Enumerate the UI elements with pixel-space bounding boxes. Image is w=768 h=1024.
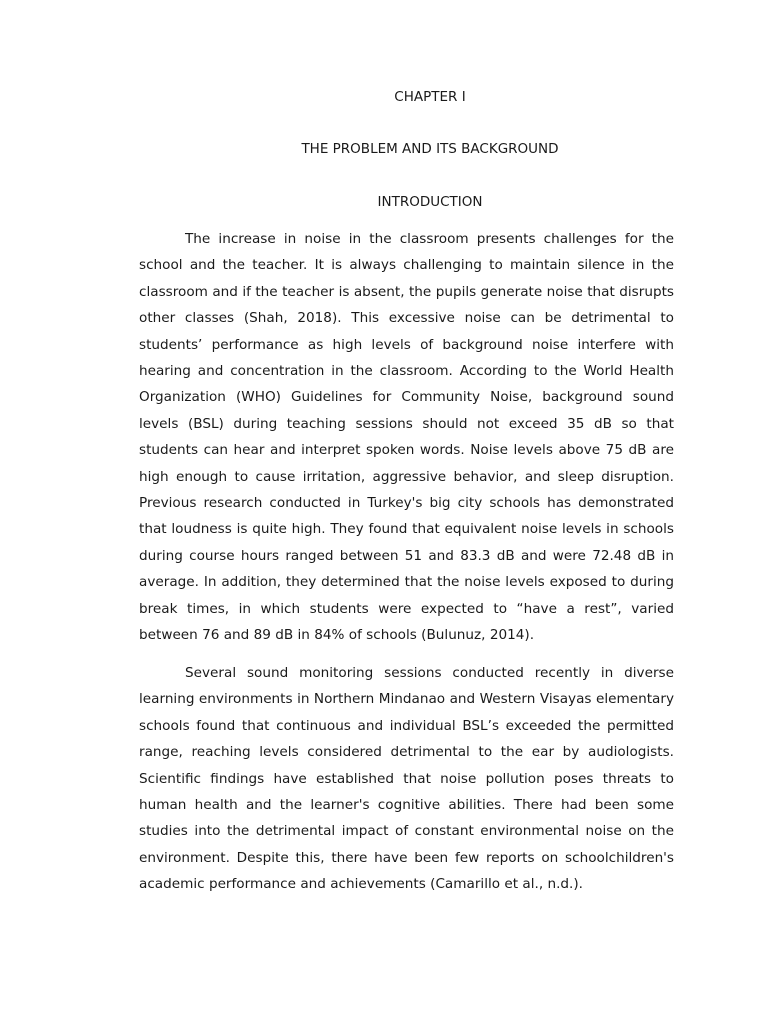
- section-heading: INTRODUCTION: [377, 194, 483, 210]
- body-paragraph: The increase in noise in the classroom presents challenges for the school and the teacher. It is always challenging to maintain silence in the classroom and if the teacher is absent, the pupils generate noise that disrupts other classes (Shah, 2018). This excessive noise can be detrimental to students’ performance as high levels of background noise interfere with hearing and concentration in the classroom. According to the World Health Organization (WHO) Guidelines for Community Noise, background sound levels (BSL) during teaching sessions should not exceed 35 dB so that students can hear and interpret spoken words. Noise levels above 75 dB are high enough to cause irritation, aggressive behavior, and sleep disruption. Previous research conducted in Turkey's big city schools has demonstrated that loudness is quite high. They found that equivalent noise levels in schools during course hours ranged between 51 and 83.3 dB and were 72.48 dB in average. In addition, they determined that the noise levels exposed to during break times, in which students were expected to “have a rest”, varied between 76 and 89 dB in 84% of schools (Bulunuz, 2014).: [139, 231, 674, 644]
- chapter-heading: CHAPTER I: [394, 89, 466, 105]
- chapter-title: THE PROBLEM AND ITS BACKGROUND: [301, 141, 559, 157]
- body-paragraph: Several sound monitoring sessions conducted recently in diverse learning environments in Northern Mindanao and Western Visayas elementary schools found that continuous and individual BSL’s exceeded the permitted range, reaching levels considered detrimental to the ear by audiologists. Scientific findings have established that noise pollution poses threats to human health and the learner's cognitive abilities. There had been some studies into the detrimental impact of constant environmental noise on the environment. Despite this, there have been few reports on schoolchildren's academic performance and achievements (Camarillo et al., n.d.).: [139, 665, 674, 893]
